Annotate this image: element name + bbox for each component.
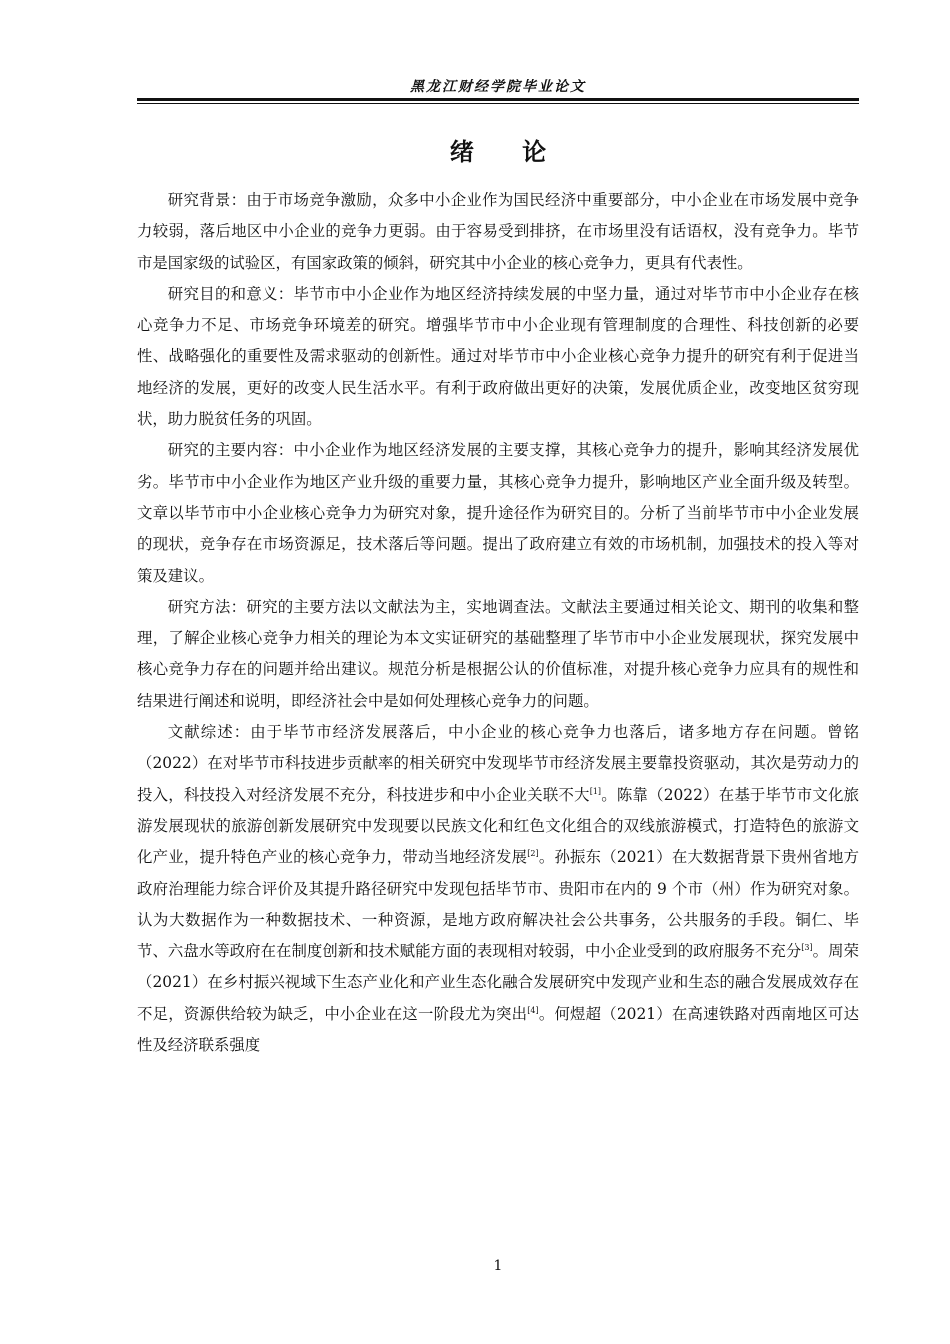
citation-2: [2] xyxy=(527,849,539,859)
header-rule-thin xyxy=(137,103,859,104)
running-header: 黑龙江财经学院毕业论文 xyxy=(410,79,586,95)
header-rule-thick xyxy=(137,98,859,101)
chapter-title: 绪 论 xyxy=(449,137,547,166)
literature-text: 文献综述：由于毕节市经济发展落后，中小企业的核心竞争力也落后，诸多地方存在问题。曾铭（2022）在对毕节市科技进步贡献率的相关研究中发现毕节市经济发展主要靠投资驱动，其次是劳动力的投入，科技投入对经济发展不充分，科技进步和中小企业关联不大 xyxy=(137,723,859,804)
paragraph-method: 研究方法：研究的主要方法以文献法为主，实地调查法。文献法主要通过相关论文、期刊的收集和整理，了解企业核心竞争力相关的理论为本文实证研究的基础整理了毕节市中小企业发展现状，探究发展中核心竞争力存在的问题并给出建议。规范分析是根据公认的价值标准，对提升核心竞争力应具有的规性和结果进行阐述和说明，即经济社会中是如何处理核心竞争力的问题。 xyxy=(137,597,859,710)
literature-text: 。陈靠（2022）在基于毕节市文化旅游发展现状的旅游创新发展研究中发现要以民族文化和红色文化组合的双线旅游模式，打造特色的旅游文化产业，提升特色产业的核心竞争力，带动当地经济发展 xyxy=(137,785,859,867)
citation-3: [3] xyxy=(801,943,813,952)
page-number: 1 xyxy=(493,1258,503,1274)
body-text xyxy=(137,185,859,1061)
literature-text: 。周荣（2021）在乡村振兴视域下生态产业化和产业生态化融合发展研究中发现产业和生态的融合发展成效存在不足，资源供给较为缺乏，中小企业在这一阶段尤为突出 xyxy=(137,942,859,1023)
citation-4: [4] xyxy=(527,1005,539,1015)
paragraph-content: 研究的主要内容：中小企业作为地区经济发展的主要支撑，其核心竞争力的提升，影响其经济发展优劣。毕节市中小企业作为地区产业升级的重要力量，其核心竞争力提升，影响地区产业全面升级及转型。文章以毕节市中小企业核心竞争力为研究对象，提升途径作为研究目的。分析了当前毕节市中小企业发展的现状，竞争存在市场资源足，技术落后等问题。提出了政府建立有效的市场机制，加强技术的投入等对策及建议。 xyxy=(137,441,859,585)
citation-1: [1] xyxy=(589,786,602,796)
literature-text: 。何煜超（2021）在高速铁路对西南地区可达性及经济联系强度 xyxy=(137,1004,859,1055)
paragraph-background: 研究背景：由于市场竞争激励，众多中小企业作为国民经济中重要部分，中小企业在市场发展中竞争力较弱，落后地区中小企业的竞争力更弱。由于容易受到排挤，在市场里没有话语权，没有竞争力。毕节市是国家级的试验区，有国家政策的倾斜，研究其中小企业的核心竞争力，更具有代表性。 xyxy=(137,191,859,272)
literature-text: 。孙振东（2021）在大数据背景下贵州省地方政府治理能力综合评价及其提升路径研究中发现包括毕节市、贵阳市在内的 9 个市（州）作为研究对象。认为大数据作为一种数据技术、一种资源，是地方政府解决社会公共事务，公共服务的手段。铜仁、毕节、六盘水等政府在在制度创新和技术赋能方面的表现相对较弱，中小企业受到的政府服务不充分 xyxy=(137,848,859,961)
paragraph-literature-review xyxy=(137,717,859,1061)
paragraph-purpose: 研究目的和意义：毕节市中小企业作为地区经济持续发展的中坚力量，通过对毕节市中小企业存在核心竞争力不足、市场竞争环境差的研究。增强毕节市中小企业现有管理制度的合理性、科技创新的必要性、战略强化的重要性及需求驱动的创新性。通过对毕节市中小企业核心竞争力提升的研究有利于促进当地经济的发展，更好的改变人民生活水平。有利于政府做出更好的决策，发展优质企业，改变地区贫穷现状，助力脱贫任务的巩固。 xyxy=(137,284,859,429)
